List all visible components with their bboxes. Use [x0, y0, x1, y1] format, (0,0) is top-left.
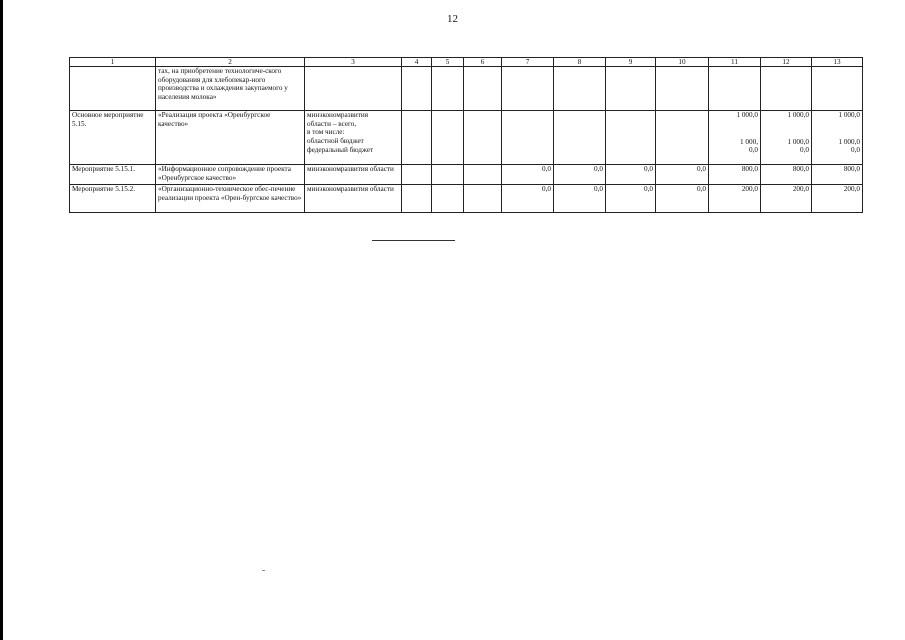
value-cell: 800,0	[812, 165, 863, 185]
value-cell: 200,0	[812, 185, 863, 213]
event-title: «Организационно-техническое обес-печение реализации проекта «Орен-бургское качество»	[156, 185, 305, 213]
col-header: 12	[761, 58, 812, 67]
value-cell: 0,0	[656, 165, 709, 185]
value-cell: 0,0	[656, 185, 709, 213]
executor-line: минэкономразвития	[307, 111, 369, 119]
value-cell: 200,0	[761, 185, 812, 213]
cell	[70, 67, 156, 111]
executor-cell: минэкономразвития области	[305, 185, 402, 213]
value-regional: 1 000,0	[787, 137, 809, 146]
event-title: «Реализация проекта «Оренбургское качество»	[156, 111, 305, 165]
cell	[305, 67, 402, 111]
value-cell: 0,0	[554, 165, 606, 185]
executor-line: областной бюджет	[307, 137, 364, 146]
col-header: 10	[656, 58, 709, 67]
cell	[761, 67, 812, 111]
cell	[606, 111, 656, 165]
value-cell: 0,0	[606, 185, 656, 213]
cell	[464, 165, 502, 185]
value-regional: 1 000,0	[838, 137, 860, 146]
table-row-event-2	[70, 185, 863, 213]
col-header: 3	[305, 58, 402, 67]
cell	[554, 67, 606, 111]
col-header: 13	[812, 58, 863, 67]
cell	[402, 165, 432, 185]
value-federal: 0,0	[851, 146, 860, 155]
value-total: 1 000,0	[736, 111, 758, 119]
value-cell: 0,0	[502, 165, 554, 185]
col-header: 5	[432, 58, 464, 67]
value-regional: 1 000,	[740, 137, 758, 146]
col-header: 11	[709, 58, 761, 67]
continuation-text: тах, на приобретение технологиче-ского оборудования для хлебопекар-ного производства и охлаждения закупаемого у населения молока»	[156, 67, 305, 111]
table-row-event-1	[70, 165, 863, 185]
value-cell: 0,0	[554, 185, 606, 213]
value-cell: 800,0	[761, 165, 812, 185]
value-cell: 0,0	[502, 185, 554, 213]
col-header: 4	[402, 58, 432, 67]
value-cell-12	[761, 111, 812, 165]
cell	[432, 165, 464, 185]
col-header: 8	[554, 58, 606, 67]
end-of-document-rule	[372, 240, 455, 241]
cell	[402, 185, 432, 213]
executor-line: в том числе:	[307, 128, 345, 137]
event-code: Мероприятие 5.15.1.	[70, 165, 156, 185]
executor-line: области – всего,	[307, 119, 357, 128]
cell	[432, 111, 464, 165]
event-code: Мероприятие 5.15.2.	[70, 185, 156, 213]
value-total: 1 000,0	[838, 111, 860, 119]
cell	[432, 185, 464, 213]
cell	[464, 67, 502, 111]
table-row-main-event	[70, 111, 863, 165]
cell	[606, 67, 656, 111]
col-header: 7	[502, 58, 554, 67]
executor-cell: минэкономразвития области	[305, 165, 402, 185]
cell	[402, 111, 432, 165]
value-cell: 800,0	[709, 165, 761, 185]
scan-left-edge	[0, 0, 3, 640]
cell	[402, 67, 432, 111]
column-number-row	[70, 58, 863, 67]
cell	[502, 111, 554, 165]
value-cell: 200,0	[709, 185, 761, 213]
event-code: Основное мероприятие 5.15.	[70, 111, 156, 165]
cell	[709, 67, 761, 111]
col-header: 6	[464, 58, 502, 67]
executor-line: федеральный бюджет	[307, 145, 374, 154]
value-total: 1 000,0	[787, 111, 809, 119]
col-header: 2	[156, 58, 305, 67]
program-table	[69, 57, 863, 213]
page-number: 12	[447, 13, 458, 25]
value-cell: 0,0	[606, 165, 656, 185]
value-federal: 0,0	[800, 146, 809, 155]
cell	[502, 67, 554, 111]
cell	[656, 67, 709, 111]
value-federal: 0,0	[749, 146, 758, 155]
cell	[812, 67, 863, 111]
table-row-continuation	[70, 67, 863, 111]
col-header: 9	[606, 58, 656, 67]
cell	[656, 111, 709, 165]
scan-speck	[262, 570, 265, 571]
cell	[464, 111, 502, 165]
cell	[464, 185, 502, 213]
value-cell-13	[812, 111, 863, 165]
col-header: 1	[70, 58, 156, 67]
cell	[554, 111, 606, 165]
event-title: «Информационное сопровождение проекта «Оренбургское качество»	[156, 165, 305, 185]
executor-cell	[305, 111, 402, 165]
value-cell-11	[709, 111, 761, 165]
cell	[432, 67, 464, 111]
